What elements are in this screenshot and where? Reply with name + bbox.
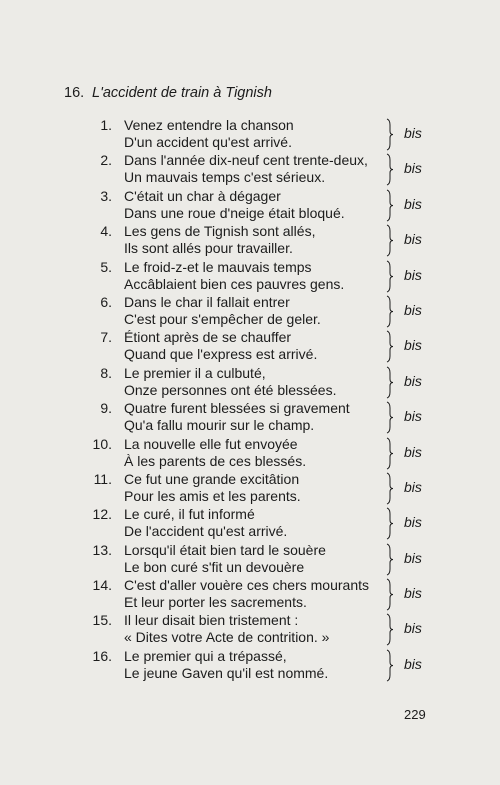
verse-item [0, 506, 500, 541]
verse-line-2: Ils sont allés pour travailler. [124, 240, 293, 257]
refrain-marker: bis [404, 266, 422, 283]
verse-line-1: Ce fut une grande excitâtion [124, 470, 300, 487]
verse-line-2: Quand que l'express est arrivé. [124, 346, 318, 363]
verse-line-2: Le jeune Gaven qu'il est nommé. [124, 664, 329, 681]
brace-icon [384, 649, 394, 682]
refrain-marker: bis [404, 231, 422, 248]
verse-line-2: D'un accident qu'est arrivé. [124, 134, 292, 150]
verse-item [0, 329, 500, 364]
verse-item [0, 612, 500, 647]
verse-line-1: Il leur disait bien tristement : [124, 612, 299, 629]
brace-icon [384, 401, 394, 434]
verse-number: 11. [93, 470, 112, 487]
verse-line-1: Lorsqu'il était bien tard le souère [124, 541, 326, 558]
verse-number: 13. [92, 541, 112, 558]
verse-line-1: Le curé, il fut informé [124, 506, 255, 523]
verse-item [0, 400, 500, 435]
refrain-marker: bis [404, 620, 422, 637]
song-number: 16. [64, 85, 85, 101]
verse-line-2: Et leur porter les sacrements. [124, 594, 307, 611]
verse-line-1: Le premier il a culbuté, [124, 364, 266, 381]
brace-icon [384, 330, 394, 363]
refrain-marker: bis [404, 337, 422, 354]
brace-icon [384, 613, 394, 646]
verse-line-2: Qu'a fallu mourir sur le champ. [124, 417, 315, 434]
refrain-marker: bis [404, 372, 422, 389]
refrain-marker: bis [404, 125, 422, 141]
refrain-marker: bis [404, 301, 422, 318]
verse-line-2: C'est pour s'empêcher de geler. [124, 310, 321, 327]
verse-line-2: De l'accident qu'est arrivé. [124, 523, 288, 540]
refrain-marker: bis [404, 160, 422, 177]
brace-icon [384, 260, 394, 293]
verse-item [0, 294, 500, 329]
refrain-marker: bis [404, 549, 422, 566]
verse-list [0, 117, 500, 683]
verse-number: 10. [92, 435, 112, 452]
verse-line-2: Un mauvais temps c'est sérieux. [124, 169, 326, 186]
refrain-marker: bis [404, 655, 422, 672]
verse-number: 1. [100, 117, 112, 133]
refrain-marker: bis [404, 478, 422, 495]
verse-item [0, 152, 500, 187]
brace-icon [384, 224, 394, 257]
verse-item [0, 259, 500, 294]
verse-item [0, 223, 500, 258]
verse-line-2: Pour les amis et les parents. [124, 487, 301, 504]
song-title: L'accident de train à Tignish [92, 85, 272, 101]
brace-icon [384, 437, 394, 470]
page-number: 229 [404, 707, 426, 722]
verse-number: 5. [100, 258, 112, 275]
refrain-marker: bis [404, 443, 422, 460]
verse-item [0, 436, 500, 471]
verse-line-1: Quatre furent blessées si gravement [124, 400, 350, 417]
brace-icon [384, 153, 394, 186]
brace-icon [384, 472, 394, 505]
verse-number: 16. [92, 647, 112, 664]
verse-item [0, 117, 500, 152]
verse-line-1: Les gens de Tignish sont allés, [124, 223, 316, 240]
verse-line-1: La nouvelle elle fut envoyée [124, 435, 298, 452]
brace-icon [384, 366, 394, 399]
brace-icon [384, 118, 394, 151]
verse-line-2: Onze personnes ont été blessées. [124, 381, 337, 398]
verse-number: 6. [100, 293, 112, 310]
verse-line-1: Le froid-z-et le mauvais temps [124, 258, 312, 275]
verse-line-2: Dans une roue d'neige était bloqué. [124, 204, 345, 221]
verse-line-1: C'est d'aller vouère ces chers mourants [124, 577, 370, 594]
verse-item [0, 471, 500, 506]
refrain-marker: bis [404, 585, 422, 602]
verse-line-1: Étiont après de se chauffer [124, 329, 292, 346]
verse-item [0, 577, 500, 612]
verse-line-1: Dans l'année dix-neuf cent trente-deux, [124, 152, 368, 169]
verse-number: 8. [100, 364, 112, 381]
refrain-marker: bis [404, 195, 422, 212]
verse-number: 3. [100, 187, 112, 204]
verse-line-2: Accâblaient bien ces pauvres gens. [124, 275, 345, 292]
brace-icon [384, 295, 394, 328]
verse-item [0, 648, 500, 683]
verse-line-1: Dans le char il fallait entrer [124, 293, 290, 310]
verse-number: 14. [92, 577, 112, 594]
brace-icon [384, 189, 394, 222]
verse-line-1: Venez entendre la chanson [124, 117, 294, 133]
verse-number: 4. [100, 223, 112, 240]
refrain-marker: bis [404, 514, 422, 531]
verse-item [0, 188, 500, 223]
verse-line-2: « Dites votre Acte de contrition. » [124, 629, 330, 646]
verse-number: 15. [92, 612, 112, 629]
brace-icon [384, 578, 394, 611]
verse-number: 12. [92, 506, 112, 523]
verse-line-1: Le premier qui a trépassé, [124, 647, 287, 664]
verse-number: 2. [100, 152, 112, 169]
verse-line-1: C'était un char à dégager [124, 187, 281, 204]
verse-number: 7. [100, 329, 112, 346]
refrain-marker: bis [404, 408, 422, 425]
verse-item [0, 542, 500, 577]
verse-line-2: Le bon curé s'fit un devouère [124, 558, 305, 575]
verse-item [0, 365, 500, 400]
brace-icon [384, 543, 394, 576]
verse-line-2: À les parents de ces blessés. [124, 452, 307, 469]
verse-number: 9. [100, 400, 112, 417]
song-heading [64, 84, 272, 102]
brace-icon [384, 507, 394, 540]
